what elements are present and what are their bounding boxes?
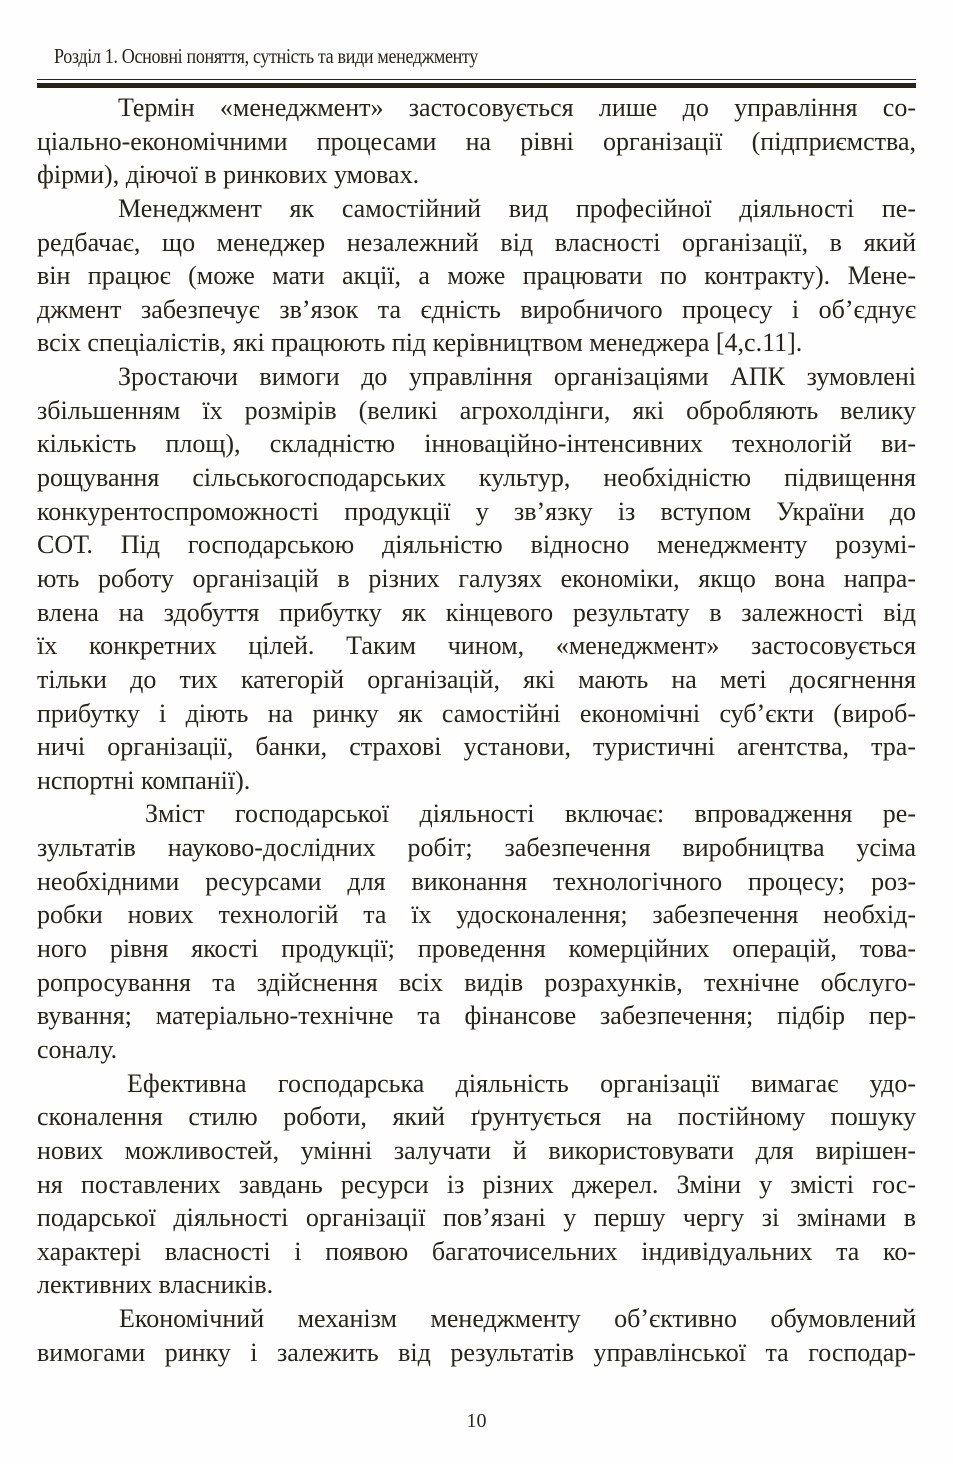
text-line: прибутку і діють на ринку як самостійні економічні суб’єкти (вироб-: [37, 698, 916, 728]
text-line: їх конкретних цілей. Таким чином, «менеджмент» застосовується: [37, 631, 916, 661]
running-header: Розділ 1. Основні поняття, сутність та види менеджменту: [54, 44, 478, 68]
text-line: фірми), діючої в ринкових умовах.: [37, 160, 420, 190]
text-line: робки нових технологій та їх удосконалення; забезпечення необхід-: [37, 900, 916, 930]
page-body: [37, 91, 916, 1369]
text-line: Ефективна господарська діяльність організації вимагає удо-: [127, 1068, 916, 1098]
text-line: подарської діяльності організації пов’язані у першу чергу зі змінами в: [37, 1203, 916, 1233]
text-line: ропросування та здійснення всіх видів розрахунків, технічне обслуго-: [37, 967, 916, 997]
paragraph: [37, 1067, 916, 1302]
text-line: лективних власників.: [37, 1270, 274, 1300]
text-line: Зміст господарської діяльності включає: впровадження ре-: [145, 799, 916, 829]
text-line: Зростаючи вимоги до управління організаціями АПК зумовлені: [118, 362, 916, 392]
text-line: ного рівня якості продукції; проведення комерційних операцій, това-: [37, 934, 916, 964]
text-line: збільшенням їх розмірів (великі агрохолдінги, які обробляють велику: [37, 395, 916, 425]
text-line: характері власності і появою багаточисельних індивідуальних та ко-: [37, 1236, 916, 1266]
text-line: влена на здобуття прибутку як кінцевого результату в залежності від: [37, 597, 916, 627]
text-line: ня поставлених завдань ресурси із різних джерел. Зміни у змісті гос-: [37, 1169, 916, 1199]
text-line: нспортні компанії).: [37, 765, 251, 795]
text-line: нових можливостей, умінні залучати й використовувати для вирішен-: [37, 1135, 916, 1165]
header-rule-thin: [37, 79, 916, 80]
text-line: Термін «менеджмент» застосовується лише до управління со-: [118, 93, 916, 122]
text-line: необхідними ресурсами для виконання технологічного процесу; роз-: [37, 866, 916, 896]
text-line: ціально-економічними процесами на рівні організації (підприємства,: [37, 126, 916, 156]
text-line: Економічний механізм менеджменту об’єктивно обумовлений: [119, 1304, 916, 1334]
text-line: він працює (може мати акції, а може працювати по контракту). Мене-: [37, 261, 916, 291]
text-line: соналу.: [37, 1034, 118, 1064]
text-line: редбачає, що менеджер незалежний від власності організації, в який: [37, 227, 916, 257]
text-line: ють роботу організацій в різних галузях економіки, якщо вона напра-: [37, 563, 916, 593]
text-line: рощування сільськогосподарських культур, необхідністю підвищення: [37, 463, 916, 493]
text-line: СОТ. Під господарською діяльністю відносно менеджменту розумі-: [37, 530, 916, 560]
text-line: ничі організації, банки, страхові установи, туристичні агентства, тра-: [37, 732, 916, 762]
text-line: сконалення стилю роботи, який ґрунтується на постійному пошуку: [37, 1102, 916, 1132]
paragraph: [37, 91, 916, 192]
text-line: джмент забезпечує зв’язок та єдність виробничого процесу і об’єднує: [37, 294, 916, 324]
text-line: вимогами ринку і залежить від результатів управлінської та господар-: [37, 1337, 916, 1367]
text-line: Менеджмент як самостійний вид професійної діяльності пе-: [118, 193, 916, 223]
paragraph: [37, 192, 916, 360]
text-line: всіх спеціалістів, які працюють під керівництвом менеджера [4,с.11].: [37, 328, 803, 358]
text-line: кількість площ), складністю інноваційно-інтенсивних технологій ви-: [37, 429, 916, 459]
paragraph: [37, 797, 916, 1066]
header-rule-thick: [37, 83, 916, 88]
paragraph: [37, 360, 916, 797]
text-line: тільки до тих категорій організацій, які мають на меті досягнення: [37, 664, 916, 694]
paragraph: [37, 1302, 916, 1369]
text-line: вування; матеріально-технічне та фінансове забезпечення; підбір пер-: [37, 1001, 916, 1031]
text-line: конкурентоспроможності продукції у зв’язку із вступом України до: [37, 496, 916, 526]
text-line: зультатів науково-дослідних робіт; забезпечення виробництва усіма: [37, 833, 916, 863]
page-number: 10: [466, 1410, 487, 1432]
